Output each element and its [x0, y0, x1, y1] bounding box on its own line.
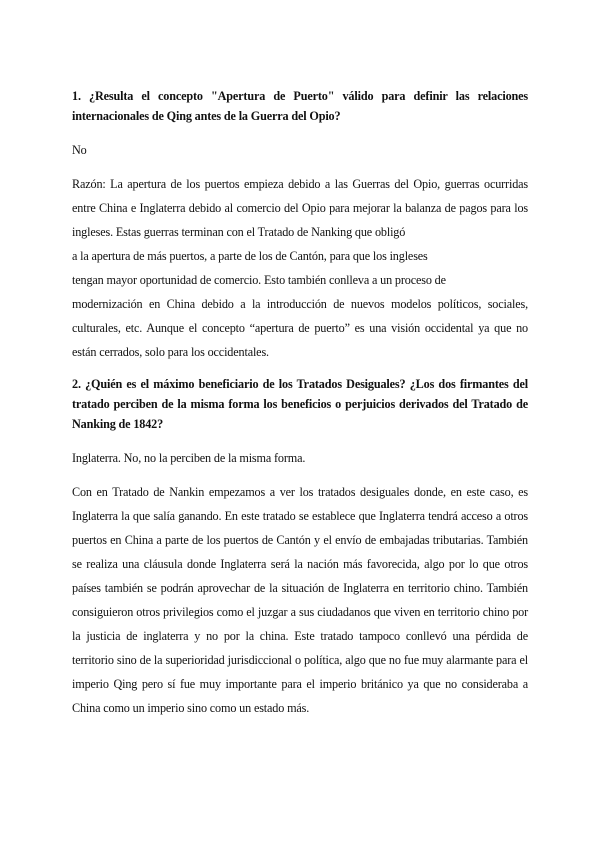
answer-1-line-3: tengan mayor oportunidad de comercio. Esto también conlleva a un proceso de [72, 273, 446, 287]
answer-2-short: Inglaterra. No, no la perciben de la misma forma. [72, 451, 306, 465]
spacer [72, 434, 528, 446]
question-2: 2. ¿Quién es el máximo beneficiario de los Tratados Desiguales? ¿Los dos firmantes del tratado perciben de la misma forma los beneficios o perjuicios derivados del Tratado de Nanking de 1842? [72, 377, 528, 431]
spacer [72, 126, 528, 138]
question-1: 1. ¿Resulta el concepto "Apertura de Puerto" válido para definir las relaciones internacionales de Qing antes de la Guerra del Opio? [72, 89, 528, 123]
answer-2-body: Con en Tratado de Nankin empezamos a ver los tratados desiguales donde, en este caso, es Inglaterra la que salía ganando. En este tratado se establece que Inglaterra tendrá acceso a otros puertos en China a parte de los puertos de Cantón y el envío de embajadas tributarias. También se realiza una cláusula donde Inglaterra será la nación más favorecida, algo por lo que otros países también se podrán aprovechar de la situación de Inglaterra en territorio chino. También consiguieron otros privilegios como el juzgar a sus ciudadanos que viven en territorio chino por la justicia de inglaterra y no por la china. Este tratado tampoco conllevó una pérdida de territorio sino de la superioridad jurisdiccional o política, algo que no fue muy alarmante para el imperio Qing pero sí fue muy importante para el imperio británico ya que no consideraba a China como un imperio sino como un estado más. [72, 485, 528, 715]
answer-1-line-2: a la apertura de más puertos, a parte de los de Cantón, para que los ingleses [72, 249, 428, 263]
spacer [72, 364, 528, 374]
answer-1-short: No [72, 143, 87, 157]
answer-1-final: modernización en China debido a la introducción de nuevos modelos políticos, sociales, culturales, etc. Aunque el concepto “apertura de puerto” es una visión occidental ya que no están cerrados, solo para los occidentales. [72, 297, 528, 359]
spacer [72, 470, 528, 480]
answer-1-reason: Razón: La apertura de los puertos empieza debido a las Guerras del Opio, guerras ocurridas entre China e Inglaterra debido al comercio del Opio para mejorar la balanza de pagos para los ingleses. Estas guerras terminan con el Tratado de Nanking que obligó [72, 177, 528, 239]
spacer [72, 162, 528, 172]
